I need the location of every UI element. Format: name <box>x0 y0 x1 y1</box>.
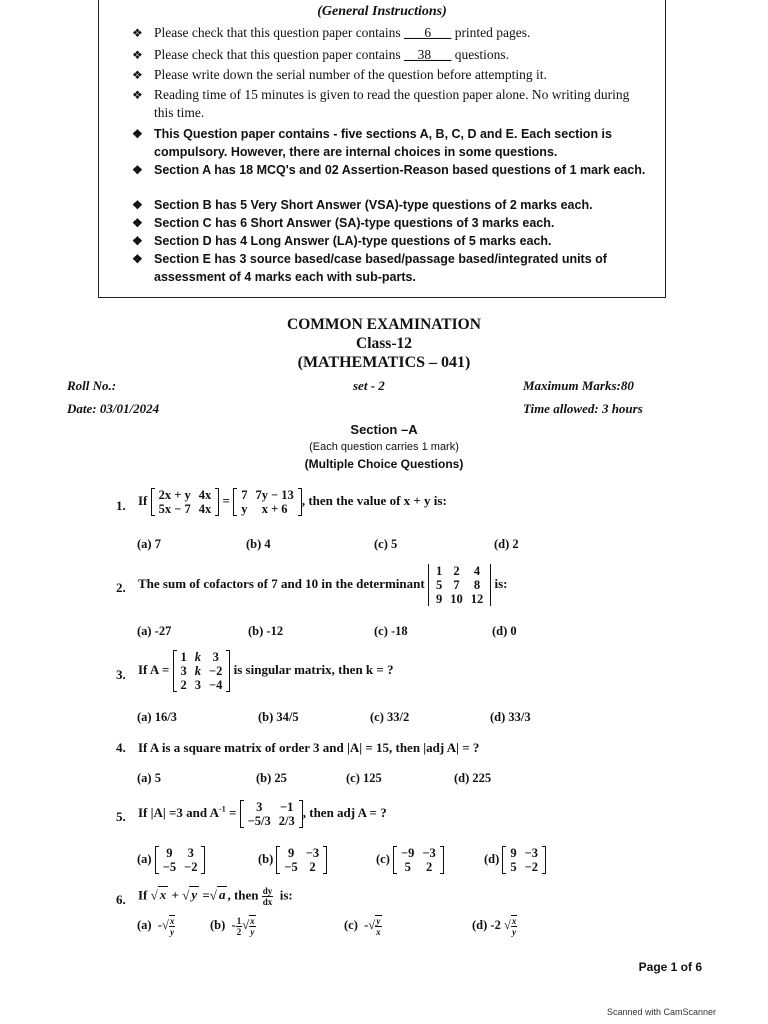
question-number: 2. <box>116 580 126 595</box>
instruction-item: ❖ Section E has 3 source based/case based/passage based/integrated units of assessment of 4 marks each with sub-parts. <box>132 252 607 284</box>
derivative-fraction: $\frac{dy}{dx}$ <box>262 886 273 907</box>
option-b: (b) 4 <box>246 537 271 551</box>
option-d: (d) 0 <box>492 624 517 638</box>
option-b: (b) 25 <box>256 771 287 785</box>
bullet-icon: ❖ <box>132 48 143 62</box>
option-c: (c) −9 −3 5 2 <box>376 846 444 874</box>
matrix: 1 k 3 3 k −2 2 3 −4 <box>173 650 231 692</box>
instruction-item: ❖ Please check that this question paper contains __38___ questions. <box>132 47 510 62</box>
option-c: (c) 33/2 <box>370 710 410 724</box>
option-a: (a) 7 <box>137 537 161 551</box>
instruction-item: ❖ Section A has 18 MCQ's and 02 Assertion-Reason based questions of 1 mark each. <box>132 163 646 177</box>
set-label: set - 2 <box>353 378 385 393</box>
option-a: (a) -27 <box>137 624 172 638</box>
question-5: If |A| =3 and $A^{-1}$ = 3 −1 −5/3 2/3 , then adj A = ? <box>138 800 387 828</box>
option-c: (c) -√ $\frac{y}{x}$ <box>344 916 381 937</box>
question-2: The sum of cofactors of 7 and 10 in the determinant 1 2 4 5 7 8 9 10 12 is: <box>138 564 508 606</box>
option-c: (c) -18 <box>374 624 408 638</box>
determinant: 1 2 4 5 7 8 9 10 12 <box>428 564 491 606</box>
bullet-icon: ❖ <box>132 68 143 82</box>
exam-subject: (MATHEMATICS – 041) <box>297 354 471 371</box>
bullet-icon: ❖ <box>132 252 143 266</box>
matrix: −9 −3 5 2 <box>393 846 444 874</box>
question-3: If A = 1 k 3 3 k −2 2 3 −4 is singular matrix, then k = ? <box>138 650 394 692</box>
matrix: 7 7y − 13 y x + 6 <box>233 488 302 516</box>
option-b: (b) 9 −3 −5 2 <box>258 846 327 874</box>
option-d: (d) 225 <box>454 771 492 785</box>
section-type: (Multiple Choice Questions) <box>304 457 464 471</box>
matrix: 9 −3 −5 2 <box>276 846 327 874</box>
instructions-title: (General Instructions) <box>317 4 447 19</box>
exam-date: Date: 03/01/2024 <box>67 401 160 416</box>
matrix: 3 −1 −5/3 2/3 <box>240 800 303 828</box>
option-c: (c) 5 <box>374 537 398 551</box>
option-d: (d) -2 √ $\frac{x}{y}$ <box>472 916 517 937</box>
question-number: 3. <box>116 667 126 682</box>
instruction-item: ❖ Please check that this question paper contains ___6___ printed pages. <box>132 25 531 40</box>
bullet-icon: ❖ <box>132 216 143 230</box>
matrix: 2x + y 4x 5x − 7 4x <box>151 488 220 516</box>
instruction-item: ❖ Reading time of 15 minutes is given to read the question paper alone. No writing during this time. <box>132 87 630 120</box>
instruction-item: ❖ Section B has 5 Very Short Answer (VSA)-type questions of 2 marks each. <box>132 198 593 212</box>
bullet-icon: ❖ <box>132 88 143 102</box>
matrix: 9 −3 5 −2 <box>502 846 546 874</box>
option-a: (a) -√ $\frac{x}{y}$ <box>137 916 175 937</box>
question-1: If 2x + y 4x 5x − 7 4x = 7 7y − 13 y x + 6 , then the value of x + y is: <box>138 488 447 516</box>
question-6: If √ x + √ y =√ a , then $\frac{dy}{dx}$ is: <box>138 886 293 907</box>
section-note: (Each question carries 1 mark) <box>309 441 459 453</box>
roll-number-label: Roll No.: <box>67 378 117 393</box>
exam-class: Class-12 <box>356 335 412 352</box>
instruction-item: ❖ Section C has 6 Short Answer (SA)-type questions of 3 marks each. <box>132 216 555 230</box>
instruction-item: ❖ This Question paper contains - five sections A, B, C, D and E. Each section is compulsory. However, there are internal choices in some questions. <box>132 127 612 159</box>
option-b: (b) - $\frac{1}{2}$ √ $\frac{x}{y}$ <box>210 915 255 937</box>
bullet-icon: ❖ <box>132 163 143 177</box>
option-b: (b) -12 <box>248 624 284 638</box>
page-number: Page 1 of 6 <box>638 960 702 974</box>
question-number: 4. <box>116 740 126 755</box>
option-a: (a) 5 <box>137 771 161 785</box>
bullet-icon: ❖ <box>132 234 143 248</box>
exam-title: COMMON EXAMINATION <box>287 316 481 333</box>
matrix: 9 3 −5 −2 <box>155 846 206 874</box>
time-allowed: Time allowed: 3 hours <box>523 401 643 416</box>
max-marks: Maximum Marks:80 <box>523 378 634 393</box>
instruction-item: ❖ Please write down the serial number of the question before attempting it. <box>132 67 547 82</box>
option-d: (d) 9 −3 5 −2 <box>484 846 546 874</box>
section-title: Section –A <box>350 422 418 437</box>
option-d: (d) 33/3 <box>490 710 531 724</box>
question-number: 6. <box>116 892 126 907</box>
question-number: 5. <box>116 809 126 824</box>
scanner-watermark: Scanned with CamScanner <box>606 1007 716 1017</box>
bullet-icon: ❖ <box>132 127 143 141</box>
bullet-icon: ❖ <box>132 26 143 40</box>
option-a: (a) 16/3 <box>137 710 177 724</box>
option-b: (b) 34/5 <box>258 710 299 724</box>
option-c: (c) 125 <box>346 771 382 785</box>
instruction-item: ❖ Section D has 4 Long Answer (LA)-type questions of 5 marks each. <box>132 234 552 248</box>
bullet-icon: ❖ <box>132 198 143 212</box>
option-d: (d) 2 <box>494 537 519 551</box>
option-a: (a) 9 3 −5 −2 <box>137 846 205 874</box>
question-4: If A is a square matrix of order 3 and |A| = 15, then |adj A| = ? <box>138 740 480 755</box>
question-number: 1. <box>116 498 126 513</box>
